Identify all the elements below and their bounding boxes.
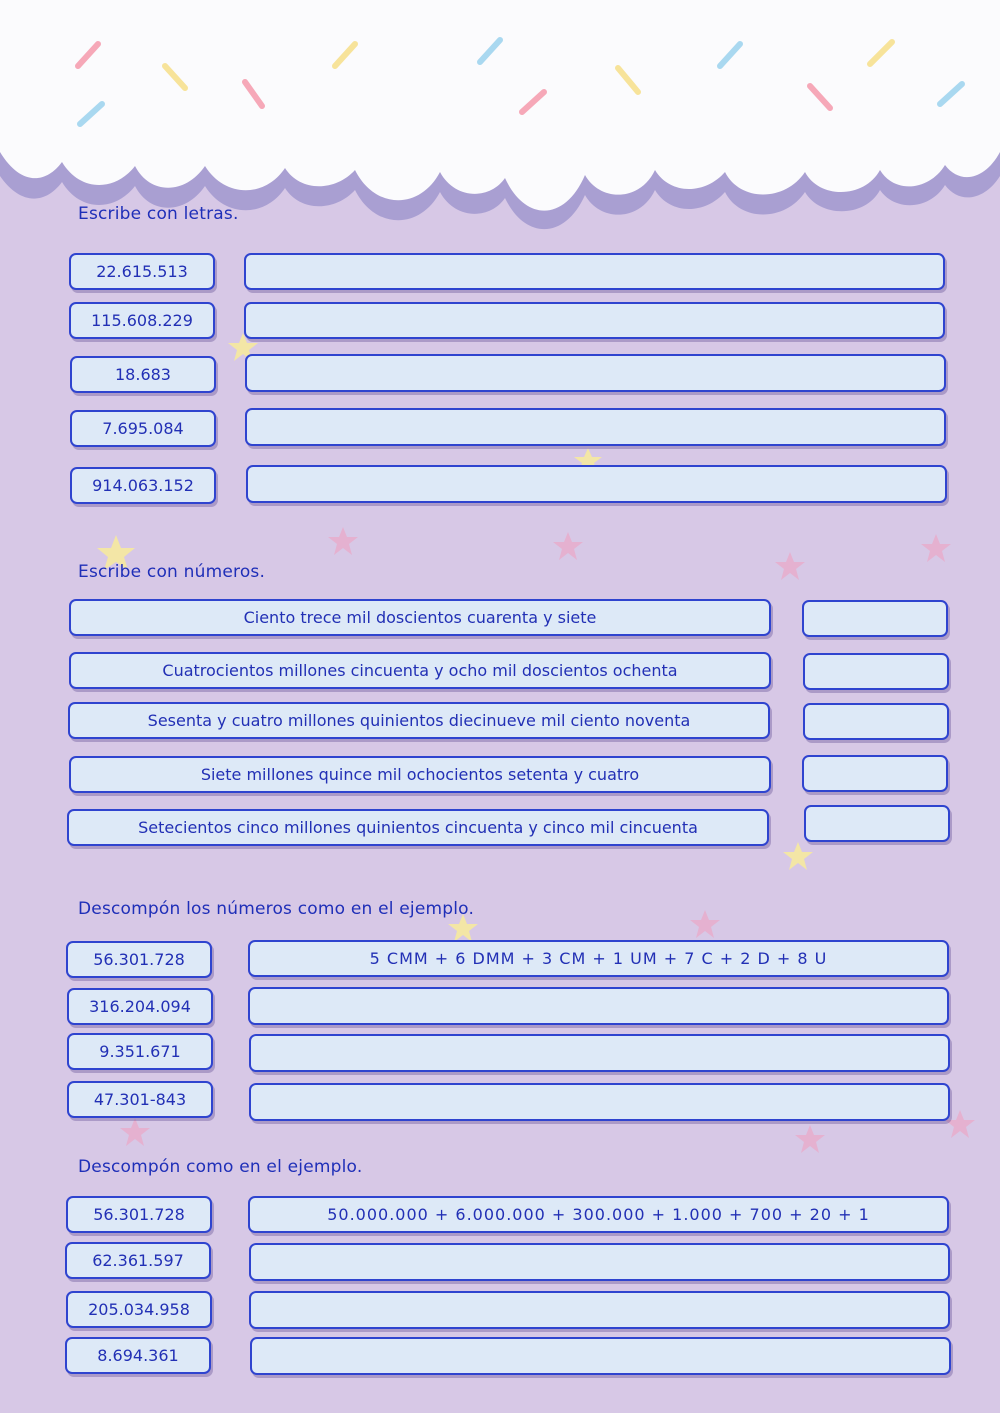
number-label: 316.204.094: [67, 988, 213, 1025]
example-decomposition: 50.000.000 + 6.000.000 + 300.000 + 1.000 + 700 + 20 + 1: [248, 1196, 949, 1233]
answer-field[interactable]: [803, 653, 949, 690]
phrase-label: Cuatrocientos millones cincuenta y ocho mil doscientos ochenta: [69, 652, 771, 689]
answer-field[interactable]: [245, 354, 946, 392]
number-label: 8.694.361: [65, 1337, 211, 1374]
example-decomposition: 5 CMM + 6 DMM + 3 CM + 1 UM + 7 C + 2 D + 8 U: [248, 940, 949, 977]
section-title-decompose-units: Descompón los números como en el ejemplo.: [78, 899, 475, 919]
phrase-label: Sesenta y cuatro millones quinientos diecinueve mil ciento noventa: [68, 702, 770, 739]
number-label: 205.034.958: [66, 1291, 212, 1328]
number-label: 914.063.152: [70, 467, 216, 504]
number-label: 7.695.084: [70, 410, 216, 447]
answer-field[interactable]: [244, 253, 945, 290]
number-label: 56.301.728: [66, 941, 212, 978]
answer-field[interactable]: [249, 1083, 950, 1121]
answer-field[interactable]: [248, 987, 949, 1025]
answer-field[interactable]: [249, 1034, 950, 1072]
phrase-label: Siete millones quince mil ochocientos setenta y cuatro: [69, 756, 771, 793]
phrase-label: Ciento trece mil doscientos cuarenta y siete: [69, 599, 771, 636]
number-label: 115.608.229: [69, 302, 215, 339]
answer-field[interactable]: [804, 805, 950, 842]
number-label: 22.615.513: [69, 253, 215, 290]
number-label: 56.301.728: [66, 1196, 212, 1233]
number-label: 9.351.671: [67, 1033, 213, 1070]
number-label: 62.361.597: [65, 1242, 211, 1279]
section-title-decompose-values: Descompón como en el ejemplo.: [78, 1157, 363, 1177]
answer-field[interactable]: [249, 1243, 950, 1281]
answer-field[interactable]: [244, 302, 945, 339]
answer-field[interactable]: [250, 1337, 951, 1375]
answer-field[interactable]: [803, 703, 949, 740]
answer-field[interactable]: [246, 465, 947, 503]
answer-field[interactable]: [802, 755, 948, 792]
number-label: 18.683: [70, 356, 216, 393]
section-title-write-in-letters: Escribe con letras.: [78, 204, 239, 224]
answer-field[interactable]: [249, 1291, 950, 1329]
phrase-label: Setecientos cinco millones quinientos cincuenta y cinco mil cincuenta: [67, 809, 769, 846]
number-label: 47.301-843: [67, 1081, 213, 1118]
answer-field[interactable]: [802, 600, 948, 637]
answer-field[interactable]: [245, 408, 946, 446]
section-title-write-in-numbers: Escribe con números.: [78, 562, 266, 582]
